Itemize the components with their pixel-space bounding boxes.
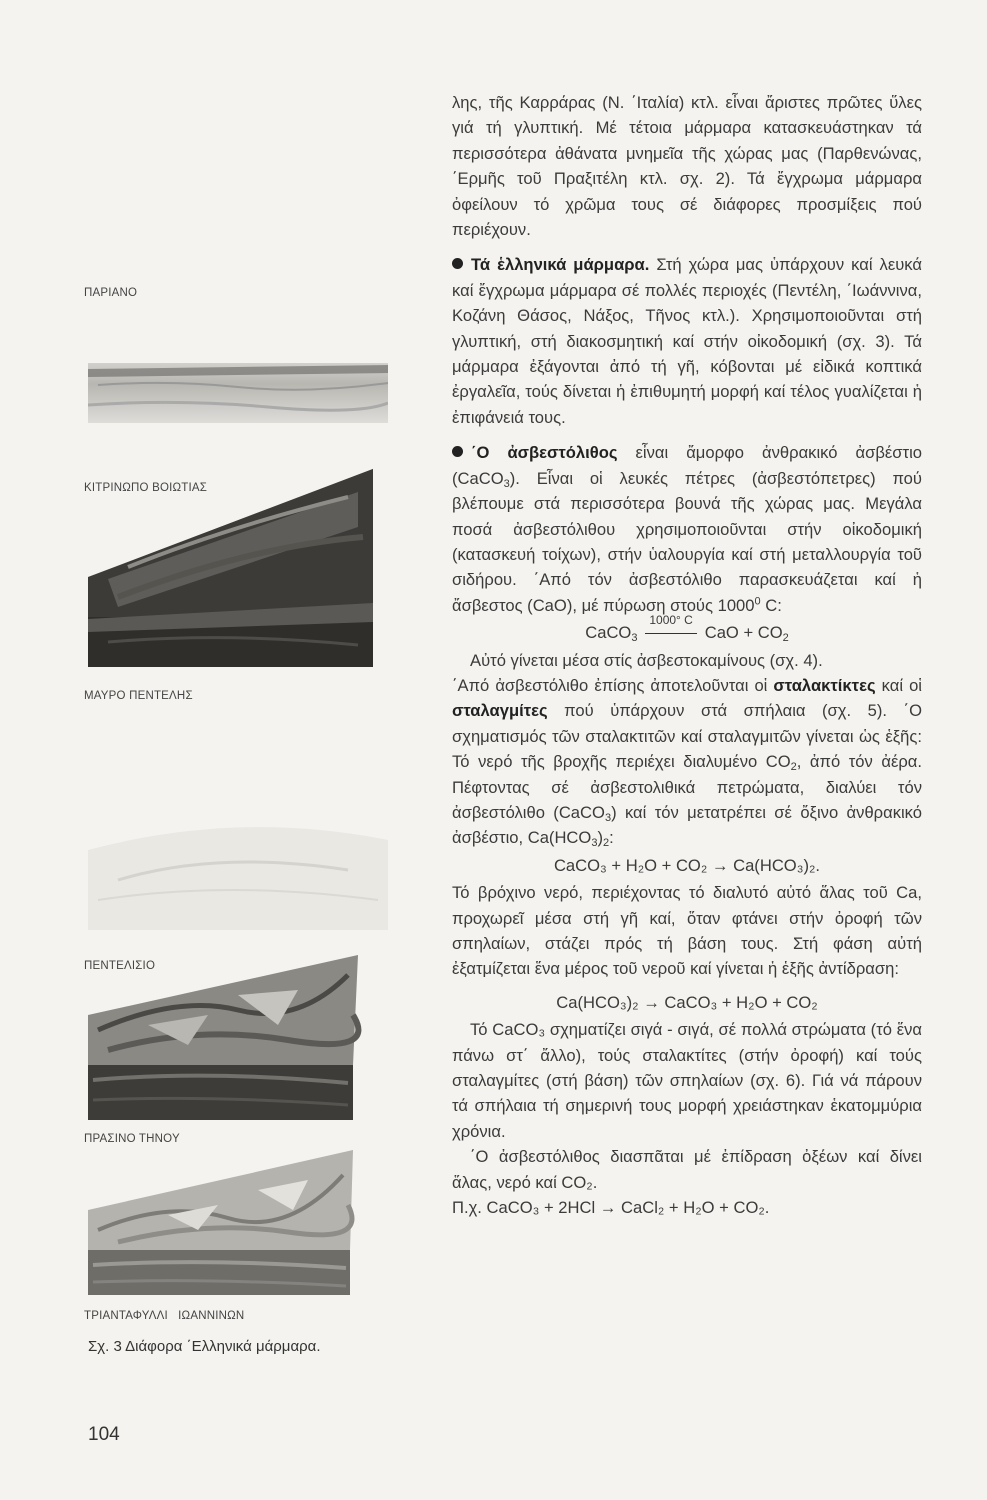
paragraph-1: λης, τῆς Καρράρας (Ν. ΄Ιταλία) κτλ. εἶναι ἄριστες πρῶτες ὕλες γιά τή γλυπτική. Μέ τέτοια μάρμαρα κατασκευάστηκαν τά περισσότερα ἀθάνατα μνημεῖα τῆς χώρας μας (Παρθενώνας, ΄Ερμῆς τοῦ Πραξιτέλη κτλ. σχ. 2). Τά ἔγχρωμα μάρμαρα ὀφείλουν τό χρῶμα τους σέ διάφορες προσμίξεις πού περιέχουν. [452, 93, 922, 240]
sample-image-pariano [88, 355, 388, 455]
figure-caption: Σχ. 3 Διάφορα ΄Ελληνικά μάρμαρα. [88, 1338, 321, 1355]
paragraph-greek-marbles-body: Στή χώρα μας ὑπάρχουν καί λευκά καί ἔγχρωμα μάρμαρα σέ πολλές περιοχές (Πεντέλη, ΄Ιωάννινα, Κοζάνη Θάσος, Νάξος, Τῆνος κτλ.). Χρησιμοποιοῦνται στή γλυπτική, στή διακοσμητική καί στήν οἰκοδομική (σχ. 3). Τά μάρμαρα ἐξάγονται ἀπό τή γῆ, κόβονται μέ εἰδικά κοπτικά ἐργαλεῖα, τούς δίνεται ἡ ἐπιθυμητή μορφή καί τέλος γυαλίζεται ἡ ἐπιφάνειά τους. [452, 255, 922, 427]
paragraph-acid: ΄Ο ἀσβεστόλιθος διασπᾶται μέ ἐπίδραση ὀξέων καί δίνει ἅλας, νερό καί CO₂. [452, 1147, 922, 1192]
sample-label-pentelisio: ΠΕΝΤΕΛΙΣΙΟ [84, 960, 156, 972]
paragraph-caves: ΄Από ἀσβεστόλιθο ἐπίσης ἀποτελοῦνται οἱ σταλακτίκτες καί οἱ σταλαγμίτες πού ὑπάρχουν στά σπήλαια (σχ. 5). ΄Ο σχηματισμός τῶν σταλακτιτῶν καί σταλαγμιτῶν γίνεται ὡς ἑξῆς: Τό νερό τῆς βροχῆς περιέχει διαλυμένο $CO_2$, ἀπό τόν ἀέρα. Πέφτοντας σέ ἀσβεστολιθικά πετρώματα, διαλύει τόν ἀσβεστόλιθο (CaCO$_3$) καί τόν μετατρέπει σέ ὄξινο ἀνθρακικό ἀσβέστιο, $Ca(HCO_3)_2$: [452, 675, 923, 850]
sample-label-pariano: ΠΑΡΙΑΝΟ [84, 287, 138, 299]
sample-label-mavro: ΜΑΥΡΟ ΠΕΝΤΕΛΗΣ [84, 690, 193, 702]
sample-label-triantafylli: ΤΡΙΑΝΤΑΦΥΛΛΙ ΙΩΑΝΝΙΝΩΝ [84, 1310, 245, 1322]
paragraph-rainwater: Τό βρόχινο νερό, περιέχοντας τό διαλυτό αὐτό ἅλας τοῦ Ca, προχωρεῖ μέσα στή γῆ καί, ὅταν φτάνει στήν ὀροφή τῶν σπηλαίων, στάζει πρός τή βάση τους. Στή φάση αὐτή ἐξατμίζεται ἕνα μέρος τοῦ νεροῦ καί γίνεται ἡ ἑξῆς ἀντίδραση: [452, 883, 922, 979]
equation-calcination: CaCO$_3$ 1000° C CaO + $CO_2$ [585, 613, 789, 645]
heading-greek-marbles: Τά ἑλληνικά μάρμαρα. [471, 255, 650, 275]
sample-image-prasino [88, 1150, 358, 1300]
bullet-icon [452, 258, 463, 269]
paragraph-limestone: ΄Ο ἀσβεστόλιθος εἶναι ἄμορφο ἀνθρακικό ἀσβέστιο (CaCO$_3$). Εἶναι οἱ λευκές πέτρες (ἀσβεστόπετρες) πού βλέπουμε στά περισσότερα βουνά τῆς χώρας μας. Μεγάλα ποσά ἀσβεστόλιθου χρησιμοποιοῦνται στήν οἰκοδομική (κατασκευή τοίχων), στήν ὑαλουργία καί στή μεταλλουργία τοῦ σιδήρου. ΄Από τόν ἀσβεστόλιθο παρασκευάζεται καί ἡ ἄσβεστος (CaO), μέ πύρωση στούς 1000$^0$ C: [452, 443, 922, 615]
arrow-icon: 1000° C [645, 620, 697, 645]
sample-label-prasino: ΠΡΑΣΙΝΟ ΤΗΝΟΥ [84, 1133, 180, 1145]
sample-label-kitrinopo: ΚΙΤΡΙΝΩΠΟ ΒΟΙΩΤΙΑΣ [84, 482, 208, 494]
heading-limestone: ΄Ο ἀσβεστόλιθος [471, 443, 618, 463]
paragraph-stalactites: Τό CaCO₃ σχηματίζει σιγά - σιγά, σέ πολλά στρώματα (τό ἕνα πάνω στ΄ ἄλλο), τούς σταλακτίτες (στήν ὀροφή) καί τούς σταλαγμίτες (στή βάση) τῶν σπηλαίων (σχ. 6). Γιά νά πάρουν τά σπήλαια τή σημερινή τους μορφή χρειάστηκαν ἑκατομμύρια χρόνια. [452, 1020, 922, 1141]
equation-dissolution: CaCO₃ + H₂O + CO₂ → Ca(HCO₃)₂. [553, 855, 821, 875]
equation-precipitation: Ca(HCO₃)₂ → CaCO₃ + H₂O + CO₂ [556, 992, 818, 1012]
paragraph-kilns: Αὐτό γίνεται μέσα στίς ἀσβεστοκαμίνους (σχ. 4). [470, 650, 823, 670]
figure-marbles [80, 0, 410, 1500]
paragraph-greek-marbles [452, 252, 922, 430]
bullet-icon [452, 446, 463, 457]
sample-image-kitrinopo [88, 467, 373, 672]
sample-image-pentelisio [88, 955, 363, 1125]
sample-image-mavro [88, 790, 388, 940]
equation-acid-example: Π.χ. CaCO₃ + 2HCl → CaCl₂ + H₂O + CO₂. [452, 1198, 770, 1218]
body-text [452, 90, 922, 1220]
page-number: 104 [88, 1424, 120, 1445]
